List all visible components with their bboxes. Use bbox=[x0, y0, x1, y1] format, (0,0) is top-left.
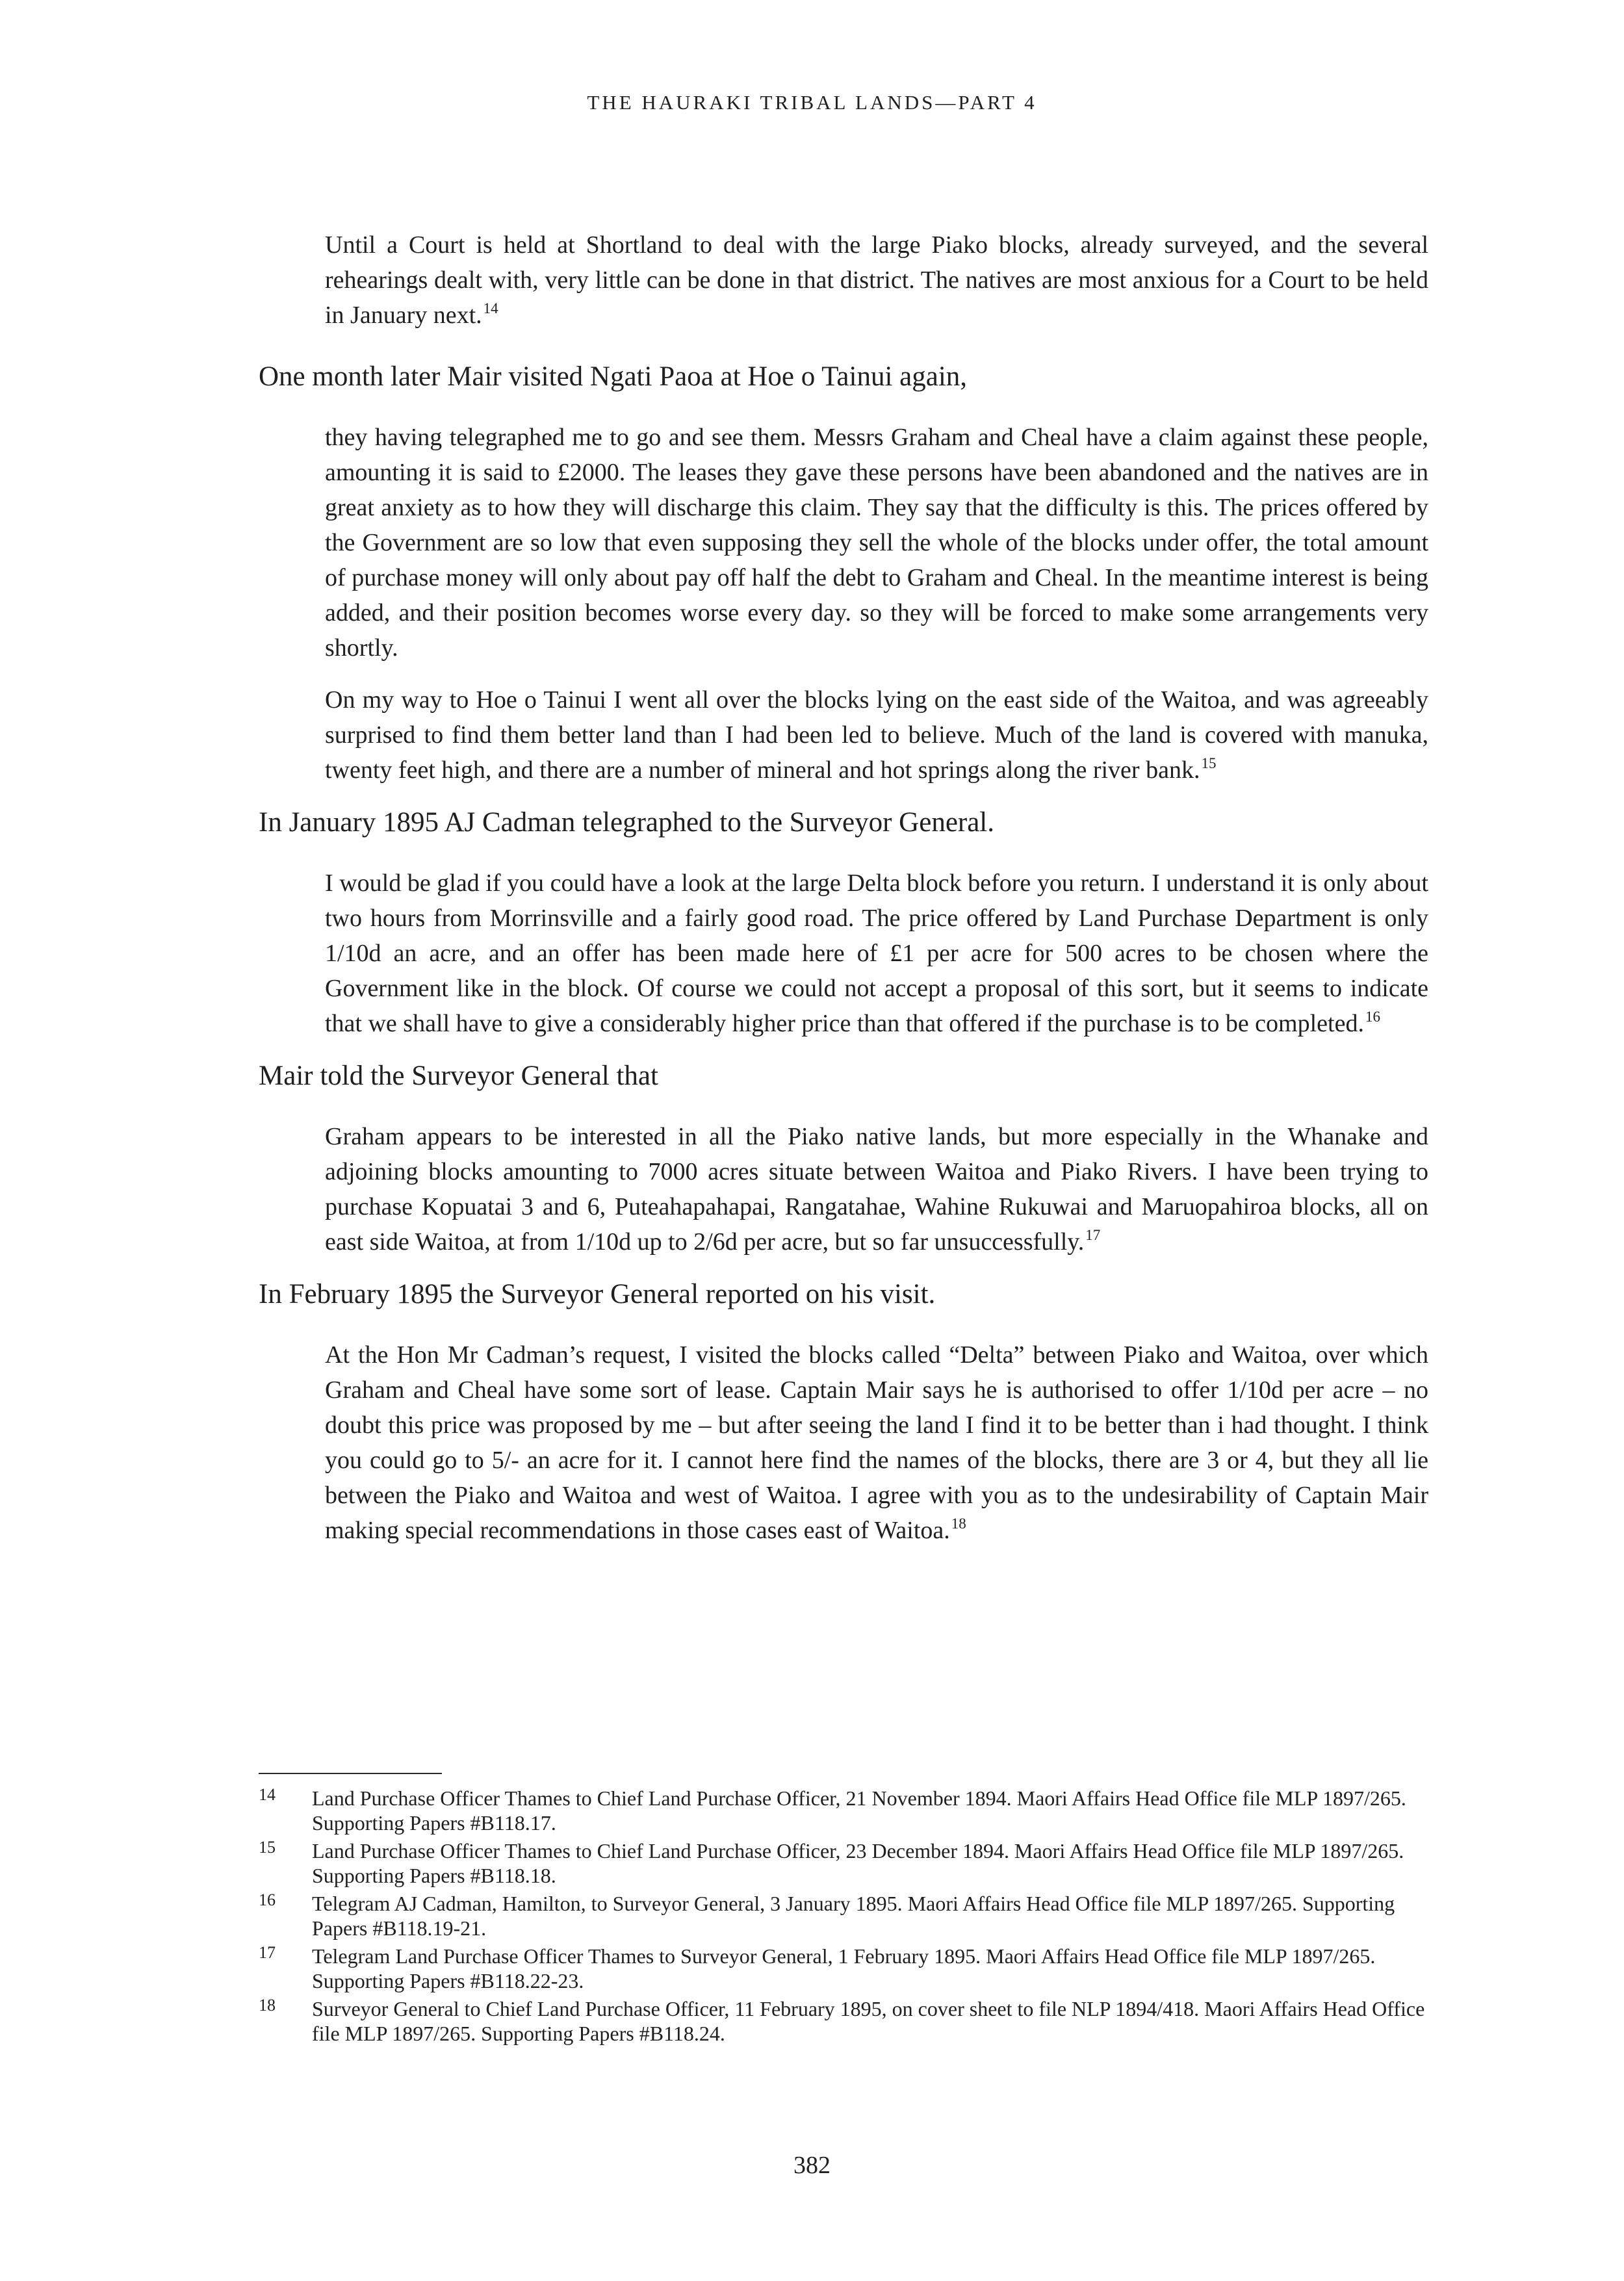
footnote-number: 17 bbox=[259, 1943, 276, 1962]
paragraph-surveyor-report: In February 1895 the Surveyor General reported on his visit. bbox=[259, 1279, 936, 1309]
paragraph-cadman-telegram: In January 1895 AJ Cadman telegraphed to the Surveyor General. bbox=[259, 807, 995, 838]
paragraph-mair-told: Mair told the Surveyor General that bbox=[259, 1061, 658, 1091]
footnote-item bbox=[259, 1838, 1428, 1888]
footnote-number: 16 bbox=[259, 1890, 276, 1909]
block-quote-4 bbox=[325, 1119, 1428, 1259]
footnote-text: Surveyor General to Chief Land Purchase Officer, 11 February 1895, on cover sheet to file NLP 1894/418. Maori Affairs Head Office file MLP 1897/265. Supporting Papers #B118.24. bbox=[312, 1997, 1425, 2045]
footnote-item bbox=[259, 1944, 1428, 1993]
quote-text: At the Hon Mr Cadman’s request, I visited the blocks called “Delta” between Piako and Waitoa, over which Graham and Cheal have some sort of lease. Captain Mair says he is authorised to offer 1/10d per acre – no doubt this price was proposed by me – but after seeing the land I find it to be better than i had thought. I think you could go to 5/- an acre for it. I cannot here find the names of the blocks, there are 3 or 4, but they all lie between the Piako and Waitoa and west of Waitoa. I agree with you as to the undesirability of Captain Mair making special recommendations in those cases east of Waitoa. bbox=[325, 1341, 1428, 1544]
footnote-ref-16[interactable]: 16 bbox=[1365, 1009, 1380, 1025]
block-quote-2a: they having telegraphed me to go and see them. Messrs Graham and Cheal have a claim against these people, amounting it is said to £2000. The leases they gave these persons have been abandoned and the natives are in great anxiety as to how they will discharge this claim. They say that the difficulty is this. The prices offered by the Government are so low that even supposing they sell the whole of the blocks under offer, the total amount of purchase money will only about pay off half the debt to Graham and Cheal. In the meantime interest is being added, and their position becomes worse every day. so they will be forced to make some arrangements very shortly. bbox=[325, 424, 1428, 662]
footnote-text: Land Purchase Officer Thames to Chief Land Purchase Officer, 21 November 1894. Maori Affairs Head Office file MLP 1897/265. Supporting Papers #B118.17. bbox=[312, 1786, 1406, 1835]
footnote-ref-15[interactable]: 15 bbox=[1201, 755, 1217, 771]
footnote-text: Land Purchase Officer Thames to Chief Land Purchase Officer, 23 December 1894. Maori Affairs Head Office file MLP 1897/265. Supporting Papers #B118.18. bbox=[312, 1839, 1404, 1887]
footnote-text: Telegram Land Purchase Officer Thames to Surveyor General, 1 February 1895. Maori Affairs Head Office file MLP 1897/265. Supporting Papers #B118.22-23. bbox=[312, 1944, 1376, 1992]
running-head: THE HAURAKI TRIBAL LANDS—PART 4 bbox=[587, 91, 1037, 114]
paragraph-mair-visit: One month later Mair visited Ngati Paoa at Hoe o Tainui again, bbox=[259, 361, 968, 392]
footnote-number: 18 bbox=[259, 1996, 276, 2015]
block-quote-3 bbox=[325, 866, 1428, 1041]
quote-text: On my way to Hoe o Tainui I went all over the blocks lying on the east side of the Waitoa, and was agreeably surprised to find them better land than I had been led to believe. Much of the land is covered with manuka, twenty feet high, and there are a number of mineral and hot springs along the river bank. bbox=[325, 686, 1428, 784]
footnote-ref-17[interactable]: 17 bbox=[1085, 1227, 1101, 1243]
block-quote-1 bbox=[325, 227, 1428, 333]
quote-text: Until a Court is held at Shortland to deal with the large Piako blocks, already surveyed, and the several rehearings dealt with, very little can be done in that district. The natives are most anxious for a Court to be held in January next. bbox=[325, 231, 1428, 329]
footnote-ref-14[interactable]: 14 bbox=[483, 300, 498, 316]
footnote-text: Telegram AJ Cadman, Hamilton, to Surveyor General, 3 January 1895. Maori Affairs Head Office file MLP 1897/265. Supporting Papers #B118.19-21. bbox=[312, 1892, 1395, 1940]
footnote-number: 14 bbox=[259, 1785, 276, 1804]
footnote-item bbox=[259, 1891, 1428, 1940]
footnote-item bbox=[259, 1996, 1428, 2046]
footnote-ref-18[interactable]: 18 bbox=[951, 1515, 966, 1532]
page-number: 382 bbox=[793, 2152, 831, 2179]
block-quote-2b bbox=[325, 682, 1428, 788]
footnote-divider bbox=[259, 1773, 442, 1774]
quote-text: I would be glad if you could have a look at the large Delta block before you return. I understand it is only about two hours from Morrinsville and a fairly good road. The price offered by Land Purchase Department is only 1/10d an acre, and an offer has been made here of £1 per acre for 500 acres to be chosen where the Government like in the block. Of course we could not accept a proposal of this sort, but it seems to indicate that we shall have to give a considerably higher price than that offered if the purchase is to be completed. bbox=[325, 870, 1428, 1037]
block-quote-5 bbox=[325, 1337, 1428, 1548]
footnotes bbox=[259, 1786, 1428, 2049]
footnote-item bbox=[259, 1786, 1428, 1835]
main-text bbox=[259, 203, 1428, 1565]
footnote-number: 15 bbox=[259, 1838, 276, 1857]
quote-text: Graham appears to be interested in all the Piako native lands, but more especially in the Whanake and adjoining blocks amounting to 7000 acres situate between Waitoa and Piako Rivers. I have been trying to purchase Kopuatai 3 and 6, Puteahapahapai, Rangatahae, Wahine Rukuwai and Maruopahiroa blocks, all on east side Waitoa, at from 1/10d up to 2/6d per acre, but so far unsuccessfully. bbox=[325, 1123, 1428, 1256]
